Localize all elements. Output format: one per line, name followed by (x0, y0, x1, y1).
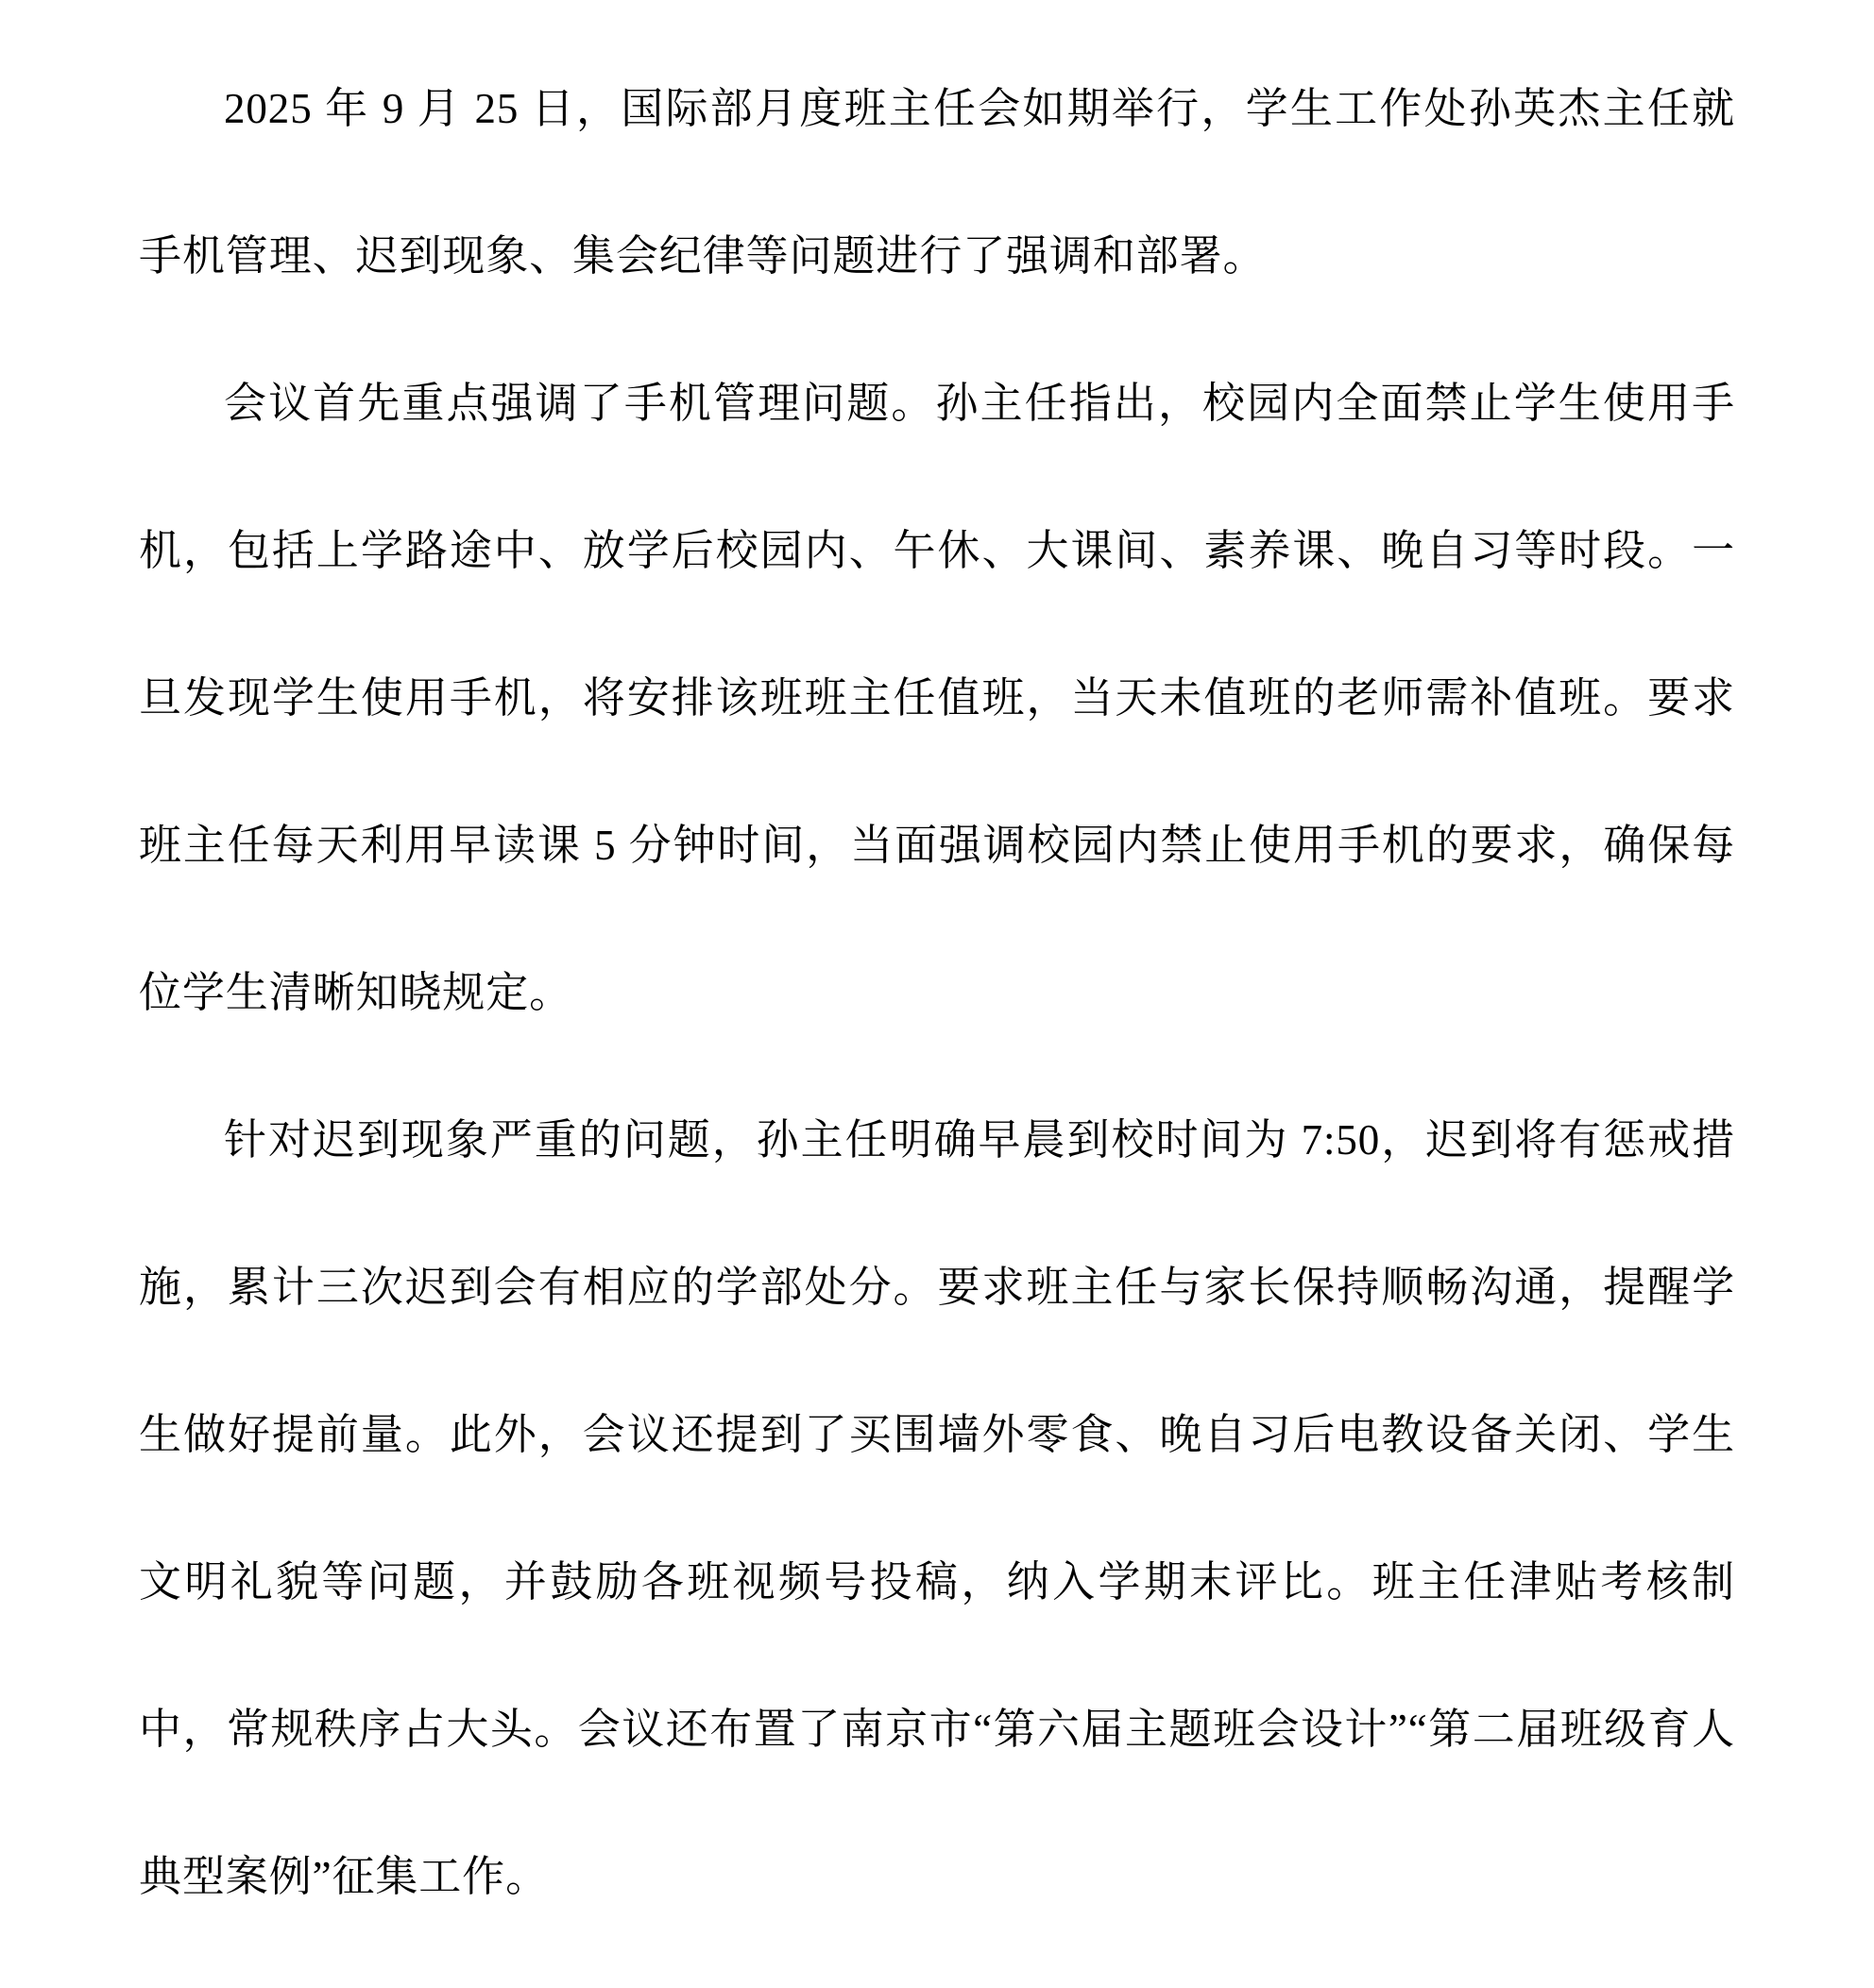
paragraph-lateness-and-other-matters: 针对迟到现象严重的问题，孙主任明确早晨到校时间为 7:50，迟到将有惩戒措施，累计三次迟到会有相应的学部处分。要求班主任与家长保持顺畅沟通，提醒学生做好提前量。此外，会议还提到了买围墙外零食、晚自习后电教设备关闭、学生文明礼貌等问题，并鼓励各班视频号投稿，纳入学期末评比。班主任津贴考核制中，常规秩序占大头。会议还布置了南京市“第六届主题班会设计”“第二届班级育人典型案例”征集工作。 (139, 1116, 1735, 1900)
paragraph-phone-management: 会议首先重点强调了手机管理问题。孙主任指出，校园内全面禁止学生使用手机，包括上学路途中、放学后校园内、午休、大课间、素养课、晚自习等时段。一旦发现学生使用手机，将安排该班班主任值班，当天未值班的老师需补值班。要求班主任每天利用早读课 5 分钟时间，当面强调校园内禁止使用手机的要求，确保每位学生清晰知晓规定。 (139, 380, 1735, 1016)
paragraph-meeting-intro: 2025 年 9 月 25 日，国际部月度班主任会如期举行，学生工作处孙英杰主任就手机管理、迟到现象、集会纪律等问题进行了强调和部署。 (139, 85, 1735, 280)
document-page (139, 35, 1735, 1950)
